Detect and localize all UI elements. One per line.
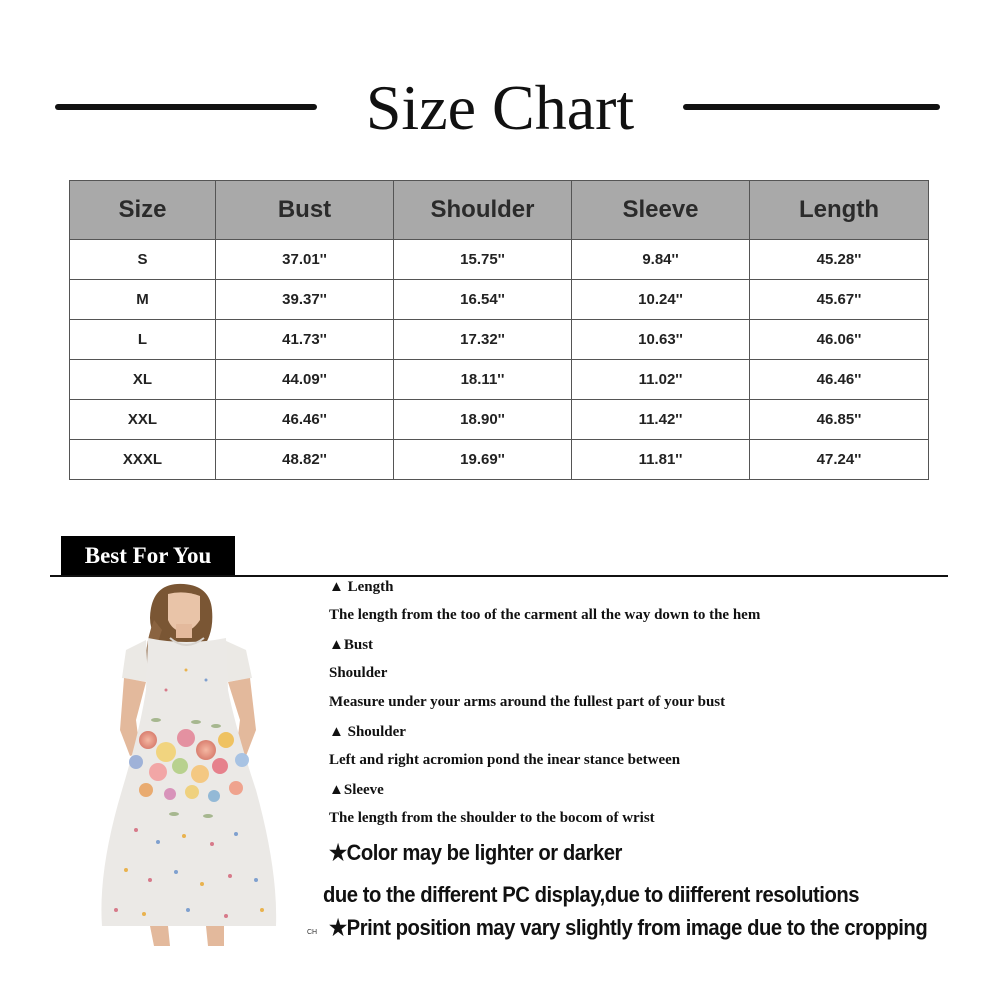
cell-size: L [70, 320, 216, 360]
title-rule-right [683, 104, 940, 110]
cell-bust: 46.46'' [216, 400, 394, 440]
cell-bust: 44.09'' [216, 360, 394, 400]
cell-size: XL [70, 360, 216, 400]
note-length-text: The length from the too of the carment all the way down to the hem [329, 607, 761, 623]
column-header-sleeve: Sleeve [572, 181, 750, 240]
cell-bust: 41.73'' [216, 320, 394, 360]
dress-model-image [96, 580, 282, 948]
cell-size: M [70, 280, 216, 320]
cell-shoulder: 15.75'' [394, 240, 572, 280]
cell-sleeve: 9.84'' [572, 240, 750, 280]
cell-shoulder: 17.32'' [394, 320, 572, 360]
note-bust-text: Measure under your arms around the fullest part of your bust [329, 694, 726, 710]
table-header-row [70, 181, 929, 240]
note-bust-heading: ▲Bust [329, 637, 374, 653]
column-header-size: Size [70, 181, 216, 240]
title-rule-left [55, 104, 317, 110]
notice-print-position: ★Print position may vary slightly from image due to the cropping [329, 915, 928, 940]
cell-bust: 39.37'' [216, 280, 394, 320]
cell-length: 46.85'' [750, 400, 929, 440]
cell-bust: 37.01'' [216, 240, 394, 280]
best-for-you-badge: Best For You [61, 536, 235, 576]
cell-shoulder: 19.69'' [394, 440, 572, 480]
table-row [70, 440, 929, 480]
cell-size: XXL [70, 400, 216, 440]
corner-mark: CH [307, 929, 318, 936]
cell-length: 45.28'' [750, 240, 929, 280]
column-header-shoulder: Shoulder [394, 181, 572, 240]
note-sleeve-heading: ▲Sleeve [329, 782, 384, 798]
table-row [70, 280, 929, 320]
cell-shoulder: 16.54'' [394, 280, 572, 320]
table-row [70, 240, 929, 280]
notice-color: ★Color may be lighter or darker [329, 840, 622, 865]
table-row [70, 360, 929, 400]
table-row [70, 320, 929, 360]
notice-display: due to the different PC display,due to diifferent resolutions [323, 882, 860, 907]
section-divider [50, 575, 948, 577]
cell-length: 45.67'' [750, 280, 929, 320]
note-sleeve-text: The length from the shoulder to the bocom of wrist [329, 810, 655, 826]
cell-sleeve: 10.24'' [572, 280, 750, 320]
cell-bust: 48.82'' [216, 440, 394, 480]
column-header-length: Length [750, 181, 929, 240]
note-length-heading: ▲ Length [329, 579, 394, 595]
cell-length: 46.46'' [750, 360, 929, 400]
cell-sleeve: 11.42'' [572, 400, 750, 440]
cell-length: 47.24'' [750, 440, 929, 480]
size-table [69, 180, 929, 480]
column-header-bust: Bust [216, 181, 394, 240]
note-bust-sub: Shoulder [329, 665, 388, 681]
cell-size: S [70, 240, 216, 280]
note-shoulder-heading: ▲ Shoulder [329, 724, 406, 740]
cell-sleeve: 11.02'' [572, 360, 750, 400]
note-shoulder-text: Left and right acromion pond the inear stance between [329, 752, 681, 768]
cell-size: XXXL [70, 440, 216, 480]
cell-sleeve: 10.63'' [572, 320, 750, 360]
cell-shoulder: 18.11'' [394, 360, 572, 400]
cell-shoulder: 18.90'' [394, 400, 572, 440]
cell-length: 46.06'' [750, 320, 929, 360]
table-row [70, 400, 929, 440]
cell-sleeve: 11.81'' [572, 440, 750, 480]
page-title: Size Chart [365, 72, 635, 143]
